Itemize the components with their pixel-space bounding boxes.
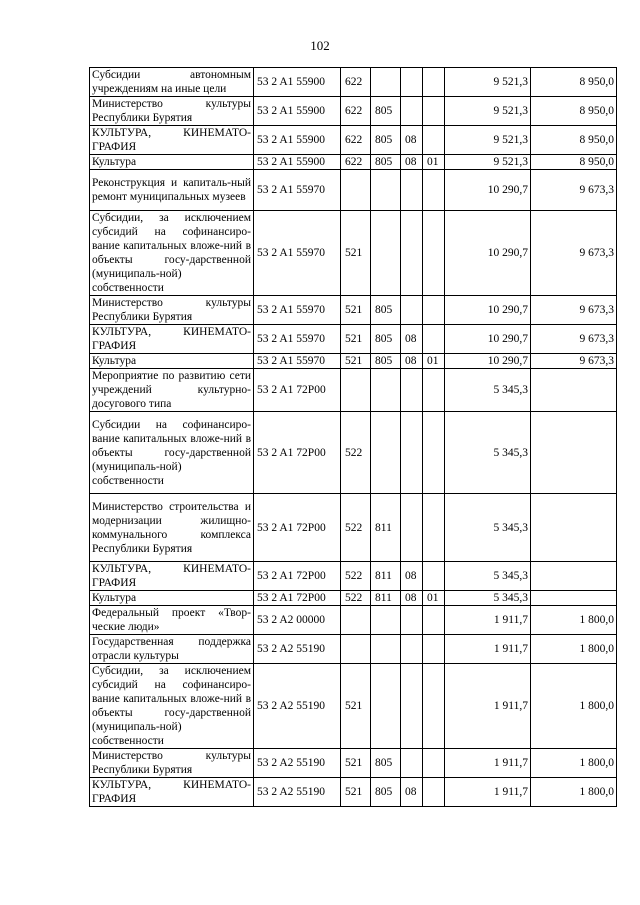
amount-year1-cell: 1 911,7 bbox=[445, 664, 531, 749]
expense-type-cell: 521 bbox=[341, 296, 371, 325]
row-name-cell: Министерство строительства и модернизации жилищно-коммунального комплекса Республики Бурятия bbox=[90, 494, 254, 562]
subsection-cell bbox=[423, 68, 445, 97]
section-cell bbox=[401, 170, 423, 211]
amount-year1-cell: 10 290,7 bbox=[445, 354, 531, 369]
amount-year2-cell: 9 673,3 bbox=[531, 211, 617, 296]
row-name-cell: Культура bbox=[90, 155, 254, 170]
amount-year2-cell: 9 673,3 bbox=[531, 354, 617, 369]
section-cell bbox=[401, 749, 423, 778]
subsection-cell bbox=[423, 369, 445, 412]
grbs-cell bbox=[371, 211, 401, 296]
table-row bbox=[90, 494, 617, 562]
row-name-cell: Субсидии автономным учреждениям на иные цели bbox=[90, 68, 254, 97]
expense-type-cell bbox=[341, 369, 371, 412]
grbs-cell: 805 bbox=[371, 97, 401, 126]
table-row bbox=[90, 412, 617, 494]
section-cell bbox=[401, 606, 423, 635]
table-row bbox=[90, 296, 617, 325]
section-cell: 08 bbox=[401, 155, 423, 170]
table-row bbox=[90, 664, 617, 749]
subsection-cell bbox=[423, 606, 445, 635]
target-code-cell: 53 2 A1 72P00 bbox=[254, 562, 341, 591]
row-name-cell: КУЛЬТУРА, КИНЕМАТО-ГРАФИЯ bbox=[90, 126, 254, 155]
grbs-cell bbox=[371, 664, 401, 749]
target-code-cell: 53 2 A1 55970 bbox=[254, 296, 341, 325]
amount-year2-cell: 1 800,0 bbox=[531, 749, 617, 778]
section-cell bbox=[401, 664, 423, 749]
amount-year1-cell: 9 521,3 bbox=[445, 155, 531, 170]
amount-year1-cell: 1 911,7 bbox=[445, 749, 531, 778]
section-cell bbox=[401, 68, 423, 97]
grbs-cell: 805 bbox=[371, 296, 401, 325]
section-cell bbox=[401, 412, 423, 494]
subsection-cell bbox=[423, 97, 445, 126]
table-row bbox=[90, 211, 617, 296]
amount-year2-cell: 8 950,0 bbox=[531, 126, 617, 155]
row-name-cell: Министерство культуры Республики Бурятия bbox=[90, 296, 254, 325]
row-name-cell: КУЛЬТУРА, КИНЕМАТО-ГРАФИЯ bbox=[90, 562, 254, 591]
amount-year2-cell bbox=[531, 494, 617, 562]
expense-type-cell: 522 bbox=[341, 412, 371, 494]
grbs-cell bbox=[371, 412, 401, 494]
section-cell: 08 bbox=[401, 562, 423, 591]
grbs-cell bbox=[371, 170, 401, 211]
expense-type-cell: 522 bbox=[341, 562, 371, 591]
grbs-cell: 805 bbox=[371, 354, 401, 369]
section-cell: 08 bbox=[401, 591, 423, 606]
expense-type-cell bbox=[341, 635, 371, 664]
amount-year2-cell: 9 673,3 bbox=[531, 170, 617, 211]
subsection-cell bbox=[423, 126, 445, 155]
section-cell bbox=[401, 635, 423, 664]
subsection-cell bbox=[423, 635, 445, 664]
table-row bbox=[90, 591, 617, 606]
amount-year2-cell bbox=[531, 412, 617, 494]
target-code-cell: 53 2 A2 55190 bbox=[254, 749, 341, 778]
row-name-cell: Федеральный проект «Твор-ческие люди» bbox=[90, 606, 254, 635]
row-name-cell: КУЛЬТУРА, КИНЕМАТО-ГРАФИЯ bbox=[90, 325, 254, 354]
amount-year1-cell: 10 290,7 bbox=[445, 211, 531, 296]
expense-type-cell bbox=[341, 606, 371, 635]
amount-year1-cell: 1 911,7 bbox=[445, 635, 531, 664]
row-name-cell: КУЛЬТУРА, КИНЕМАТО-ГРАФИЯ bbox=[90, 778, 254, 807]
target-code-cell: 53 2 A1 55970 bbox=[254, 354, 341, 369]
expense-type-cell: 521 bbox=[341, 664, 371, 749]
row-name-cell: Субсидии на софинансиро-вание капитальных вложе-ний в объекты госу-дарственной (муниципаль-ной) собственности bbox=[90, 412, 254, 494]
subsection-cell bbox=[423, 749, 445, 778]
subsection-cell bbox=[423, 562, 445, 591]
subsection-cell bbox=[423, 664, 445, 749]
grbs-cell: 805 bbox=[371, 155, 401, 170]
amount-year2-cell bbox=[531, 591, 617, 606]
table-row bbox=[90, 778, 617, 807]
target-code-cell: 53 2 A1 55970 bbox=[254, 211, 341, 296]
target-code-cell: 53 2 A1 55900 bbox=[254, 126, 341, 155]
expense-type-cell: 622 bbox=[341, 68, 371, 97]
expense-type-cell: 521 bbox=[341, 749, 371, 778]
expense-type-cell: 522 bbox=[341, 494, 371, 562]
amount-year1-cell: 10 290,7 bbox=[445, 296, 531, 325]
subsection-cell bbox=[423, 325, 445, 354]
amount-year1-cell: 5 345,3 bbox=[445, 369, 531, 412]
target-code-cell: 53 2 A1 55900 bbox=[254, 68, 341, 97]
row-name-cell: Мероприятие по развитию сети учреждений культурно-досугового типа bbox=[90, 369, 254, 412]
subsection-cell: 01 bbox=[423, 155, 445, 170]
grbs-cell bbox=[371, 606, 401, 635]
target-code-cell: 53 2 A1 55970 bbox=[254, 170, 341, 211]
section-cell bbox=[401, 211, 423, 296]
amount-year1-cell: 5 345,3 bbox=[445, 591, 531, 606]
expense-type-cell: 521 bbox=[341, 778, 371, 807]
table-row bbox=[90, 68, 617, 97]
section-cell bbox=[401, 97, 423, 126]
amount-year1-cell: 5 345,3 bbox=[445, 412, 531, 494]
target-code-cell: 53 2 A2 55190 bbox=[254, 664, 341, 749]
row-name-cell: Министерство культуры Республики Бурятия bbox=[90, 749, 254, 778]
expense-type-cell: 522 bbox=[341, 591, 371, 606]
amount-year2-cell: 1 800,0 bbox=[531, 635, 617, 664]
table-body bbox=[90, 68, 617, 807]
grbs-cell: 811 bbox=[371, 562, 401, 591]
target-code-cell: 53 2 A1 72P00 bbox=[254, 494, 341, 562]
amount-year1-cell: 5 345,3 bbox=[445, 562, 531, 591]
budget-table bbox=[89, 67, 617, 807]
amount-year1-cell: 9 521,3 bbox=[445, 68, 531, 97]
target-code-cell: 53 2 A1 72P00 bbox=[254, 591, 341, 606]
target-code-cell: 53 2 A1 72P00 bbox=[254, 369, 341, 412]
target-code-cell: 53 2 A1 55970 bbox=[254, 325, 341, 354]
expense-type-cell bbox=[341, 170, 371, 211]
expense-type-cell: 622 bbox=[341, 126, 371, 155]
amount-year1-cell: 9 521,3 bbox=[445, 126, 531, 155]
table-row bbox=[90, 126, 617, 155]
row-name-cell: Государственная поддержка отрасли культуры bbox=[90, 635, 254, 664]
target-code-cell: 53 2 A2 55190 bbox=[254, 635, 341, 664]
grbs-cell bbox=[371, 635, 401, 664]
amount-year1-cell: 9 521,3 bbox=[445, 97, 531, 126]
section-cell bbox=[401, 296, 423, 325]
grbs-cell: 805 bbox=[371, 325, 401, 354]
grbs-cell bbox=[371, 68, 401, 97]
target-code-cell: 53 2 A2 00000 bbox=[254, 606, 341, 635]
table-row bbox=[90, 325, 617, 354]
amount-year1-cell: 10 290,7 bbox=[445, 325, 531, 354]
subsection-cell bbox=[423, 494, 445, 562]
section-cell bbox=[401, 494, 423, 562]
amount-year2-cell bbox=[531, 562, 617, 591]
amount-year2-cell: 1 800,0 bbox=[531, 778, 617, 807]
section-cell: 08 bbox=[401, 354, 423, 369]
subsection-cell: 01 bbox=[423, 591, 445, 606]
subsection-cell: 01 bbox=[423, 354, 445, 369]
expense-type-cell: 521 bbox=[341, 211, 371, 296]
target-code-cell: 53 2 A2 55190 bbox=[254, 778, 341, 807]
table-row bbox=[90, 354, 617, 369]
target-code-cell: 53 2 A1 55900 bbox=[254, 155, 341, 170]
table-row bbox=[90, 635, 617, 664]
row-name-cell: Министерство культуры Республики Бурятия bbox=[90, 97, 254, 126]
amount-year2-cell: 9 673,3 bbox=[531, 296, 617, 325]
amount-year2-cell: 1 800,0 bbox=[531, 606, 617, 635]
row-name-cell: Культура bbox=[90, 354, 254, 369]
grbs-cell: 805 bbox=[371, 778, 401, 807]
target-code-cell: 53 2 A1 55900 bbox=[254, 97, 341, 126]
table-row bbox=[90, 606, 617, 635]
section-cell: 08 bbox=[401, 126, 423, 155]
page-number: 102 bbox=[310, 38, 330, 53]
table-row bbox=[90, 97, 617, 126]
section-cell bbox=[401, 369, 423, 412]
row-name-cell: Субсидии, за исключением субсидий на софинансиро-вание капитальных вложе-ний в объекты госу-дарственной (муниципаль-ной) собственности bbox=[90, 211, 254, 296]
grbs-cell: 811 bbox=[371, 591, 401, 606]
amount-year2-cell: 1 800,0 bbox=[531, 664, 617, 749]
amount-year2-cell bbox=[531, 369, 617, 412]
subsection-cell bbox=[423, 778, 445, 807]
row-name-cell: Культура bbox=[90, 591, 254, 606]
amount-year1-cell: 1 911,7 bbox=[445, 606, 531, 635]
grbs-cell bbox=[371, 369, 401, 412]
table-row bbox=[90, 170, 617, 211]
expense-type-cell: 521 bbox=[341, 354, 371, 369]
table-row bbox=[90, 155, 617, 170]
amount-year2-cell: 8 950,0 bbox=[531, 68, 617, 97]
subsection-cell bbox=[423, 211, 445, 296]
target-code-cell: 53 2 A1 72P00 bbox=[254, 412, 341, 494]
subsection-cell bbox=[423, 412, 445, 494]
grbs-cell: 805 bbox=[371, 126, 401, 155]
table-row bbox=[90, 369, 617, 412]
table-row bbox=[90, 562, 617, 591]
table-row bbox=[90, 749, 617, 778]
row-name-cell: Субсидии, за исключением субсидий на софинансиро-вание капитальных вложе-ний в объекты госу-дарственной (муниципаль-ной) собственности bbox=[90, 664, 254, 749]
expense-type-cell: 622 bbox=[341, 97, 371, 126]
section-cell: 08 bbox=[401, 325, 423, 354]
subsection-cell bbox=[423, 296, 445, 325]
amount-year2-cell: 9 673,3 bbox=[531, 325, 617, 354]
expense-type-cell: 622 bbox=[341, 155, 371, 170]
amount-year2-cell: 8 950,0 bbox=[531, 155, 617, 170]
subsection-cell bbox=[423, 170, 445, 211]
amount-year1-cell: 5 345,3 bbox=[445, 494, 531, 562]
grbs-cell: 811 bbox=[371, 494, 401, 562]
amount-year1-cell: 1 911,7 bbox=[445, 778, 531, 807]
expense-type-cell: 521 bbox=[341, 325, 371, 354]
amount-year2-cell: 8 950,0 bbox=[531, 97, 617, 126]
row-name-cell: Реконструкция и капиталь-ный ремонт муниципальных музеев bbox=[90, 170, 254, 211]
section-cell: 08 bbox=[401, 778, 423, 807]
amount-year1-cell: 10 290,7 bbox=[445, 170, 531, 211]
grbs-cell: 805 bbox=[371, 749, 401, 778]
